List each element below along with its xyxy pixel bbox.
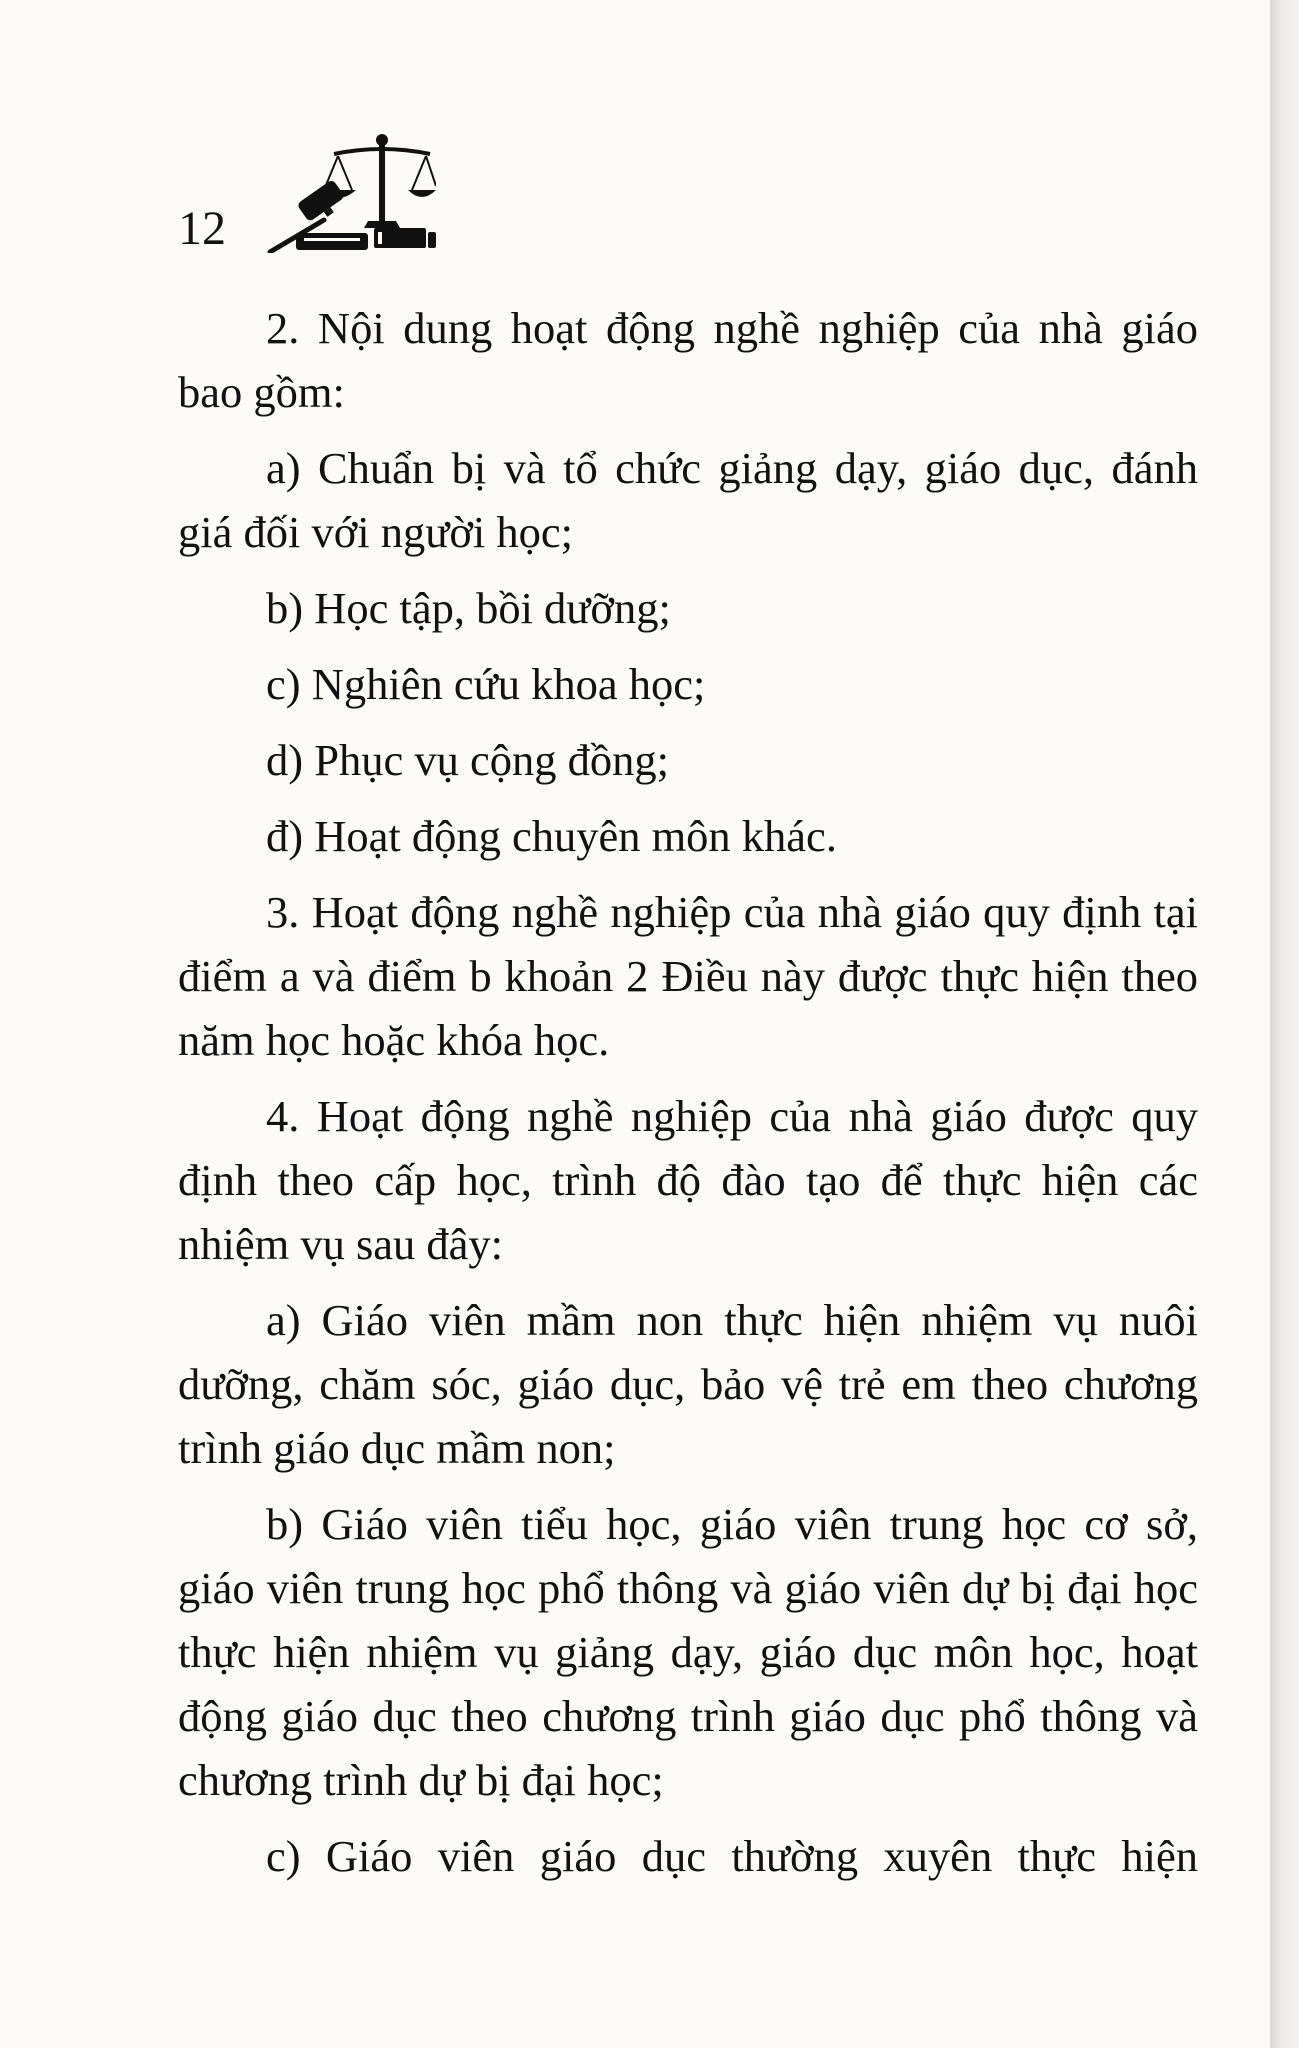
list-item: c) Nghiên cứu khoa học; <box>266 659 706 709</box>
list-item: đ) Hoạt động chuyên môn khác. <box>266 811 837 861</box>
list-item: a) Giáo viên mầm non thực hiện nhiệm vụ nuôi dưỡng, chăm sóc, giáo dục, bảo vệ trẻ em theo chương trình giáo dục mầm non; <box>178 1295 1198 1473</box>
paragraph: 3. Hoạt động nghề nghiệp của nhà giáo quy định tại điểm a và điểm b khoản 2 Điều này được thực hiện theo năm học hoặc khóa học. <box>178 887 1198 1065</box>
page-header <box>178 128 478 258</box>
gavel-and-scales-icon <box>266 128 436 253</box>
page-body <box>178 296 1198 1900</box>
list-item: b) Giáo viên tiểu học, giáo viên trung học cơ sở, giáo viên trung học phổ thông và giáo viên dự bị đại học thực hiện nhiệm vụ giảng dạy, giáo dục môn học, hoạt động giáo dục theo chương trình giáo dục phổ thông và chương trình dự bị đại học; <box>178 1499 1198 1805</box>
list-item: d) Phục vụ cộng đồng; <box>266 735 669 785</box>
paragraph: 2. Nội dung hoạt động nghề nghiệp của nhà giáo bao gồm: <box>178 303 1198 417</box>
paragraph: 4. Hoạt động nghề nghiệp của nhà giáo được quy định theo cấp học, trình độ đào tạo để thực hiện các nhiệm vụ sau đây: <box>178 1091 1198 1269</box>
list-item: b) Học tập, bồi dưỡng; <box>266 583 671 633</box>
page-edge-shadow <box>1270 0 1299 2048</box>
page-number: 12 <box>178 202 226 255</box>
list-item: c) Giáo viên giáo dục thường xuyên thực hiện <box>266 1831 1198 1881</box>
list-item: a) Chuẩn bị và tổ chức giảng dạy, giáo dục, đánh giá đối với người học; <box>178 443 1198 557</box>
